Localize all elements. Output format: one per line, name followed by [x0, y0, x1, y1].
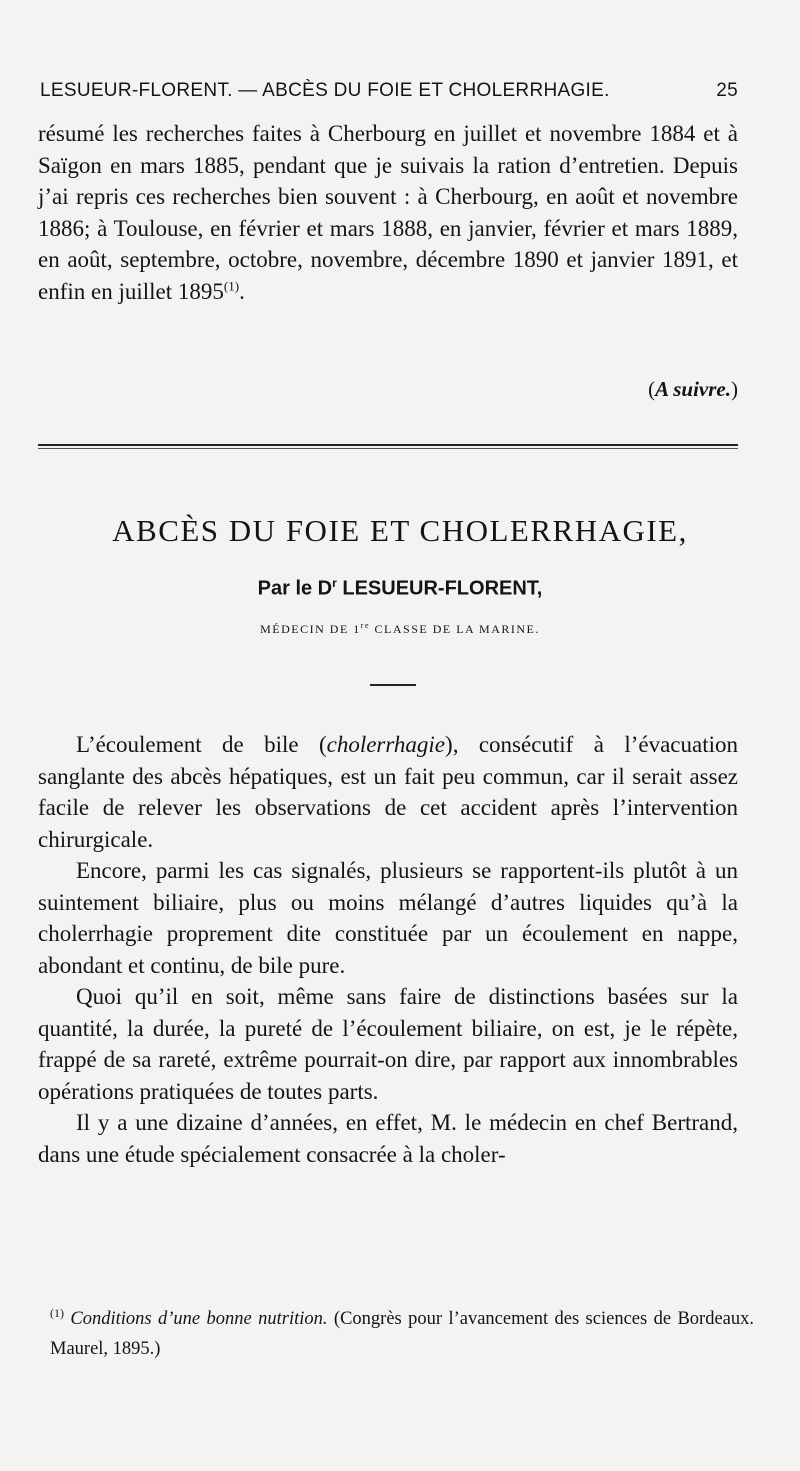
previous-article-paragraph [38, 118, 738, 307]
to-be-continued: (A suivre.) [648, 377, 738, 401]
term-cholerrhagie: cholerrhagie [326, 732, 446, 757]
byline-superscript: r [332, 576, 337, 590]
page-number: 25 [716, 80, 738, 101]
footnote-rest: (Congrès pour l’avancement des sciences de Bordeaux. Maurel, 1895.) [50, 1309, 754, 1359]
paragraph-1-start: L’écoulement de bile ( [76, 732, 327, 757]
running-head [40, 80, 738, 102]
paragraph-1-rest: ), consécutif à l’évacuation sanglante des abcès hépatiques, est un fait peu commun, car il serait assez facile de relever les observations de cet accident après l’intervention chirurgicale. [38, 732, 738, 852]
author-name: LESUEUR-FLORENT, [342, 577, 543, 600]
paragraph-3: Quoi qu’il en soit, même sans faire de distinctions basées sur la quantité, la durée, la pureté de l’écoulement biliaire, on est, je le répète, frappé de sa rareté, extrême pourrait-on dire, par rapport aux innombrables opérations pratiquées de toutes parts. [38, 984, 738, 1104]
author-rank [0, 621, 800, 637]
footnote-title: Conditions d’une bonne nutrition. [70, 1309, 328, 1329]
rank-after: CLASSE DE LA MARINE. [374, 622, 540, 636]
article-title: ABCÈS DU FOIE ET CHOLERRHAGIE, [112, 513, 688, 548]
footnote [50, 1304, 754, 1364]
title-separator [370, 684, 416, 686]
previous-article-text [38, 118, 738, 307]
article-byline [0, 576, 800, 601]
paragraph-end-punctuation: . [239, 278, 245, 304]
article-body [38, 729, 738, 1170]
rank-superscript: re [360, 621, 371, 630]
paragraph-4: Il y a une dizaine d’années, en effet, M. le médecin en chef Bertrand, dans une étude spécialement consacrée à la choler- [38, 1110, 738, 1167]
byline-prefix: Par le D [257, 577, 333, 600]
to-be-continued-label: A suivre. [655, 377, 731, 401]
paragraph-1 [38, 729, 738, 855]
running-head-title: LESUEUR-FLORENT. — ABCÈS DU FOIE ET CHOLERRHAGIE. [40, 80, 610, 101]
rank-before: MÉDECIN DE 1 [260, 622, 361, 636]
section-divider [38, 444, 738, 449]
previous-article-paragraph-text: résumé les recherches faites à Cherbourg en juillet et novembre 1884 et à Saïgon en mars 1885, pendant que je suivais la ration d’entretien. Depuis j’ai repris ces recherches bien souvent : à Cherbourg, en août et novembre 1886; à Toulouse, en février et mars 1888, en janvier, février et mars 1889, en août, septembre, octobre, novembre, décembre 1890 et janvier 1891, et enfin en juillet 1895 [38, 121, 738, 304]
paragraph-2: Encore, parmi les cas signalés, plusieurs se rapportent-ils plutôt à un suintement biliaire, plus ou moins mélangé d’autres liquides qu’à la cholerrhagie proprement dite constituée par un écoulement en nappe, abondant et continu, de bile pure. [38, 858, 738, 978]
footnote-marker: (1) [50, 1305, 64, 1320]
footnote-reference: (1) [223, 277, 240, 293]
